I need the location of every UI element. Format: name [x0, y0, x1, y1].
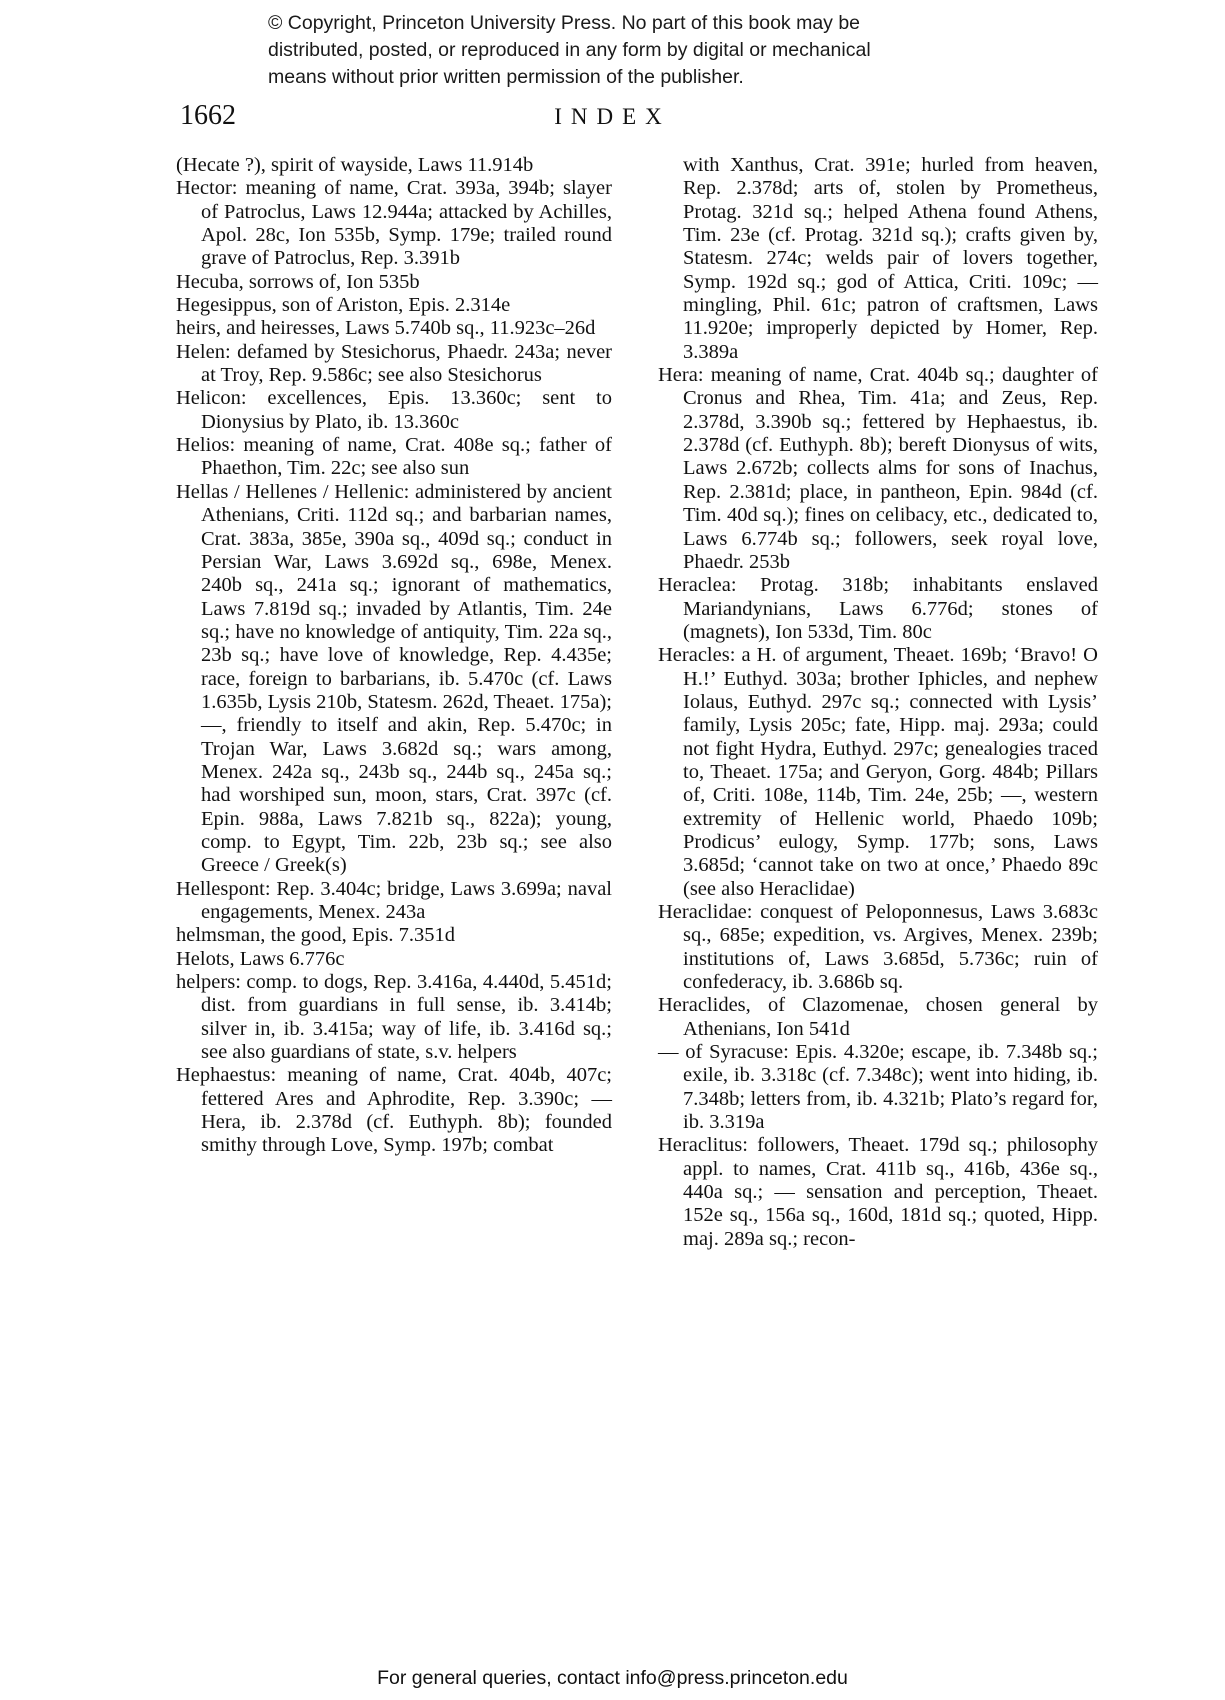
index-entry: Hecuba, sorrows of, Ion 535b — [176, 270, 420, 293]
copyright-notice — [268, 10, 1028, 91]
index-entry: Hegesippus, son of Ariston, Epis. 2.314e — [176, 294, 511, 317]
copyright-line-3: means without prior written permission of the publisher. — [268, 66, 744, 88]
index-entry: Helicon: excellences, Epis. 13.360c; sent to Dionysius by Plato, ib. 13.360c — [176, 387, 612, 433]
index-entry: — of Syracuse: Epis. 4.320e; escape, ib. 7.348b sq.; exile, ib. 3.318c (cf. 7.348c); went into hiding, ib. 7.348b; letters from, ib. 4.321b; Plato’s regard for, ib. 3.319a — [658, 1041, 1098, 1134]
index-entry: Hellas / Hellenes / Hellenic: administered by ancient Athenians, Criti. 112d sq.; and barbarian names, Crat. 383a, 385e, 390a sq., 409d sq.; conduct in Persian War, Laws 3.692d sq., 698e, Menex. 240b sq., 241a sq.; ignorant of mathematics, Laws 7.819d sq.; invaded by Atlantis, Tim. 24e sq.; have no knowledge of antiquity, Tim. 22a sq., 23b sq.; have love of knowledge, Rep. 4.435e; race, foreign to barbarians, ib. 5.470c (cf. Laws 1.635b, Lysis 210b, Statesm. 262d, Theaet. 175a); —, friendly to itself and akin, Rep. 5.470c; in Trojan War, Laws 3.682d sq.; wars among, Menex. 242a sq., 243b sq., 244b sq., 245a sq.; had worshiped sun, moon, stars, Crat. 397c (cf. Epin. 988a, Laws 7.821b sq., 822a); young, comp. to Egypt, Tim. 22b, 23b sq.; see also Greece / Greek(s) — [176, 480, 612, 877]
index-entry: Helen: defamed by Stesichorus, Phaedr. 243a; never at Troy, Rep. 9.586c; see also Stesichorus — [176, 340, 612, 387]
index-entry: Hector: meaning of name, Crat. 393a, 394b; slayer of Patroclus, Laws 12.944a; attacked by Achilles, Apol. 28c, Ion 535b, Symp. 179e; trailed round grave of Patroclus, Rep. 3.391b — [176, 177, 612, 270]
index-entry: heirs, and heiresses, Laws 5.740b sq., 11.923c–26d — [176, 317, 596, 340]
index-entry: Helios: meaning of name, Crat. 408e sq.; father of Phaethon, Tim. 22c; see also sun — [176, 434, 612, 480]
footer-contact: For general queries, contact info@press.princeton.edu — [377, 1667, 848, 1689]
index-column-right — [658, 154, 1098, 1251]
index-column-left — [176, 154, 612, 1158]
index-entry: (Hecate ?), spirit of wayside, Laws 11.914b — [176, 154, 534, 176]
index-entry: Heraclidae: conquest of Peloponnesus, Laws 3.683c sq., 685e; expedition, vs. Argives, Menex. 239b; institutions of, Laws 3.685d, 5.736c; ruin of confederacy, ib. 3.686b sq. — [658, 901, 1098, 994]
copyright-line-2: distributed, posted, or reproduced in any form by digital or mechanical — [268, 39, 871, 61]
index-entry: Heraclitus: followers, Theaet. 179d sq.; philosophy appl. to names, Crat. 411b sq., 416b, 436e sq., 440a sq.; — sensation and perception, Theaet. 152e sq., 156a sq., 160d, 181d sq.; quoted, Hipp. maj. 289a sq.; recon- — [658, 1134, 1098, 1250]
copyright-line-1: © Copyright, Princeton University Press. No part of this book may be — [268, 12, 861, 34]
page-title: INDEX — [554, 104, 671, 129]
index-entry-continuation: with Xanthus, Crat. 391e; hurled from heaven, Rep. 2.378d; arts of, stolen by Prometheus, Protag. 321d sq.; helped Athena found Athens, Tim. 23e (cf. Protag. 321d sq.); crafts given by, Statesm. 274c; welds pair of lovers together, Symp. 192d sq.; god of Attica, Criti. 109c; — mingling, Phil. 61c; patron of craftsmen, Laws 11.920e; improperly depicted by Homer, Rep. 3.389a — [683, 154, 1098, 363]
index-entry: helpers: comp. to dogs, Rep. 3.416a, 4.440d, 5.451d; dist. from guardians in full sense, ib. 3.414b; silver in, ib. 3.415a; way of life, ib. 3.416d sq.; see also guardians of state, s.v. helpers — [176, 971, 612, 1064]
index-entry: Hera: meaning of name, Crat. 404b sq.; daughter of Cronus and Rhea, Tim. 41a; and Zeus, Rep. 2.378d, 3.390b sq.; fettered by Hephaestus, ib. 2.378d (cf. Euthyph. 8b); bereft Dionysus of wits, Laws 2.672b; collects alms for sons of Inachus, Rep. 2.381d; place, in pantheon, Epin. 984d (cf. Tim. 40d sq.); fines on celibacy, etc., dedicated to, Laws 6.774b sq.; followers, seek royal love, Phaedr. 253b — [658, 364, 1098, 573]
index-entry: Heracles: a H. of argument, Theaet. 169b; ‘Bravo! O H.!’ Euthyd. 303a; brother Iphicles, and nephew Iolaus, Euthyd. 297c sq.; connected with Lysis’ family, Lysis 205c; fate, Hipp. maj. 293a; could not fight Hydra, Euthyd. 297c; genealogies traced to, Theaet. 175a; and Geryon, Gorg. 484b; Pillars of, Criti. 108e, 114b, Tim. 24e, 25b; —, western extremity of Hellenic world, Phaedo 109b; Prodicus’ eulogy, Symp. 177b; sons, Laws 3.685d; ‘cannot take on two at once,’ Phaedo 89c (see also Heraclidae) — [658, 644, 1098, 900]
index-entry: Hellespont: Rep. 3.404c; bridge, Laws 3.699a; naval engagements, Menex. 243a — [176, 877, 612, 923]
index-entry: Heraclea: Protag. 318b; inhabitants enslaved Mariandynians, Laws 6.776d; stones of (magnets), Ion 533d, Tim. 80c — [658, 574, 1098, 643]
index-entry: Heraclides, of Clazomenae, chosen general by Athenians, Ion 541d — [658, 994, 1098, 1040]
index-entry: Helots, Laws 6.776c — [176, 947, 345, 970]
index-entry: Hephaestus: meaning of name, Crat. 404b, 407c; fettered Ares and Aphrodite, Rep. 3.390c; — Hera, ib. 2.378d (cf. Euthyph. 8b); founded smithy through Love, Symp. 197b; combat — [176, 1064, 612, 1157]
index-entry: helmsman, the good, Epis. 7.351d — [176, 924, 456, 947]
page-number: 1662 — [180, 100, 236, 131]
